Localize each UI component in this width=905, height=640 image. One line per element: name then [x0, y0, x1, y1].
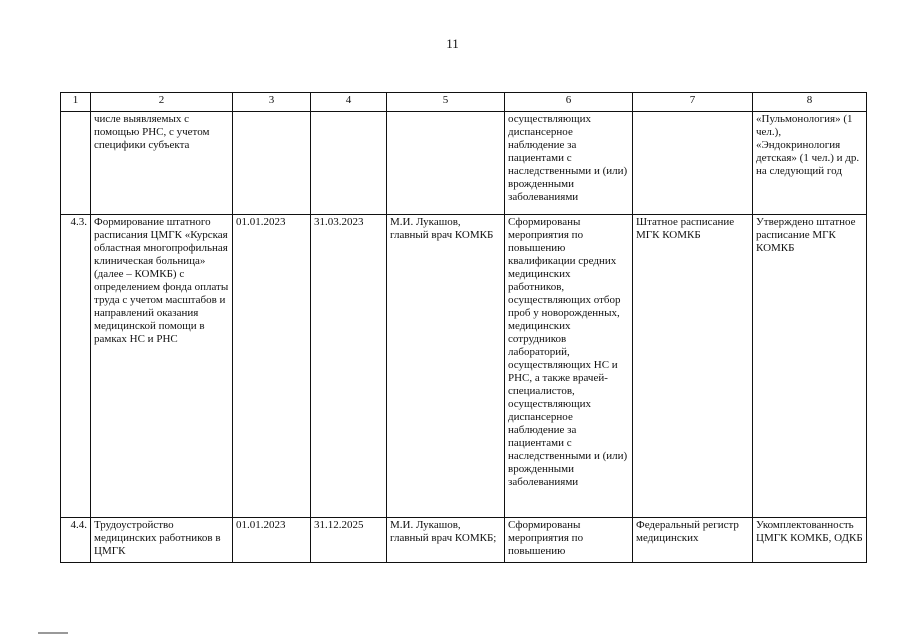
result-cell: Сформированы мероприятия по повышению [505, 518, 633, 563]
responsible-cell: М.И. Лукашов, главный врач КОМКБ; [387, 518, 505, 563]
activity-cell: числе выявляемых с помощью РНС, с учетом специфики субъекта [91, 112, 233, 215]
indicator-cell: Укомплектованность ЦМГК КОМКБ, ОДКБ [753, 518, 867, 563]
activity-cell: Формирование штатного расписания ЦМГК «Курская областная многопрофильная клиническая больница» (далее – КОМКБ) с определением фонда оплаты труда с учетом масштабов и направлений оказания медицинской помощи в рамках НС и РНС [91, 215, 233, 518]
end-date-cell: 31.12.2025 [311, 518, 387, 563]
start-date-cell [233, 112, 311, 215]
column-header-4: 4 [311, 93, 387, 112]
indicator-cell: «Пульмонология» (1 чел.), «Эндокринология детская» (1 чел.) и др. на следующий год [753, 112, 867, 215]
page-number: 11 [446, 36, 459, 51]
table-row [61, 112, 867, 215]
row-number: 4.3. [61, 215, 91, 518]
result-cell: Сформированы мероприятия по повышению квалификации средних медицинских работников, осуществляющих отбор проб у новорожденных, медицинских сотрудников лабораторий, осуществляющих НС и РНС, а также врачей-специалистов, осуществляющих диспансерное наблюдение за пациентами с наследственными и (или) врожденными заболеваниями [505, 215, 633, 518]
result-cell: осуществляющих диспансерное наблюдение за пациентами с наследственными и (или) врожденными заболеваниями [505, 112, 633, 215]
end-date-cell: 31.03.2023 [311, 215, 387, 518]
scan-mark [38, 632, 68, 634]
column-header-3: 3 [233, 93, 311, 112]
row-number: 4.4. [61, 518, 91, 563]
table-row [61, 215, 867, 518]
row-number [61, 112, 91, 215]
end-date-cell [311, 112, 387, 215]
document-cell: Федеральный регистр медицинских [633, 518, 753, 563]
column-header-2: 2 [91, 93, 233, 112]
start-date-cell: 01.01.2023 [233, 215, 311, 518]
activity-plan-table [60, 92, 867, 563]
document-cell: Штатное расписание МГК КОМКБ [633, 215, 753, 518]
document-cell [633, 112, 753, 215]
activity-cell: Трудоустройство медицинских работников в ЦМГК [91, 518, 233, 563]
responsible-cell [387, 112, 505, 215]
column-header-6: 6 [505, 93, 633, 112]
column-header-5: 5 [387, 93, 505, 112]
column-header-1: 1 [61, 93, 91, 112]
header-row [61, 93, 867, 112]
start-date-cell: 01.01.2023 [233, 518, 311, 563]
column-header-8: 8 [753, 93, 867, 112]
column-header-7: 7 [633, 93, 753, 112]
table-row [61, 518, 867, 563]
indicator-cell: Утверждено штатное расписание МГК КОМКБ [753, 215, 867, 518]
responsible-cell: М.И. Лукашов, главный врач КОМКБ [387, 215, 505, 518]
